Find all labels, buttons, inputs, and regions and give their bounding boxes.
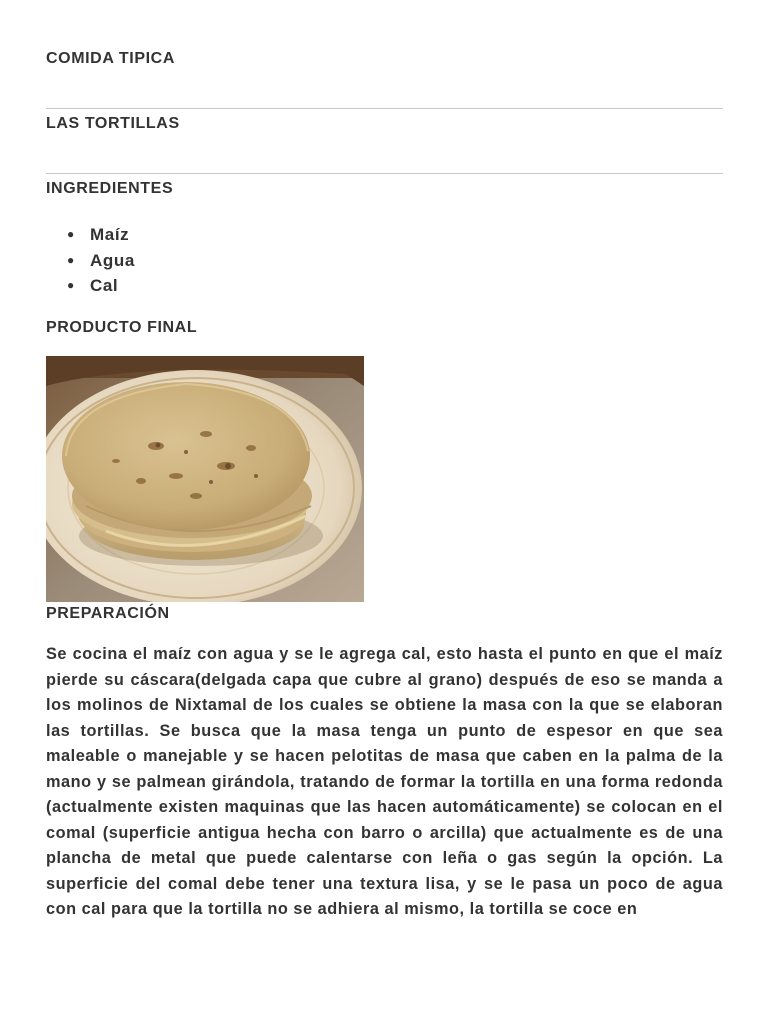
ingredient-label: Maíz: [90, 225, 130, 244]
bullet-icon: ●: [67, 227, 75, 241]
divider-line: [46, 173, 723, 174]
bullet-icon: ●: [67, 278, 75, 292]
bullet-icon: ●: [67, 252, 75, 267]
ingredient-label: Cal: [90, 276, 119, 295]
ingredient-label: Agua: [90, 250, 135, 270]
tortillas-photo: [46, 356, 364, 602]
preparation-paragraph: Se cocina el maíz con agua y se le agrega cal, esto hasta el punto en que el maíz pierde su cáscara(delgada capa que cubre al grano) después de eso se manda a los molinos de Nixtamal de los cuales se obtiene la masa con la que se elaboran las tortillas. Se busca que la masa tenga un punto de espesor en que sea maleable o manejable y se hacen pelotitas de masa que caben en la palma de la mano y se palmean girándola, tratando de formar la tortilla en una forma redonda (actualmente existen maquinas que las hacen automáticamente) se colocan en el comal (superficie antigua hecha con barro o arcilla) que actualmente es de una plancha de metal que puede calentarse con leña o gas según la opción. La superficie del comal debe tener una textura lisa, y se le pasa un poco de agua con cal para que la tortilla no se adhiera al mismo, la tortilla se coce en: [46, 645, 723, 918]
ingredientes-heading: INGREDIENTES: [46, 180, 174, 197]
divider-line: [46, 108, 723, 109]
list-item: [46, 222, 135, 248]
list-item: [46, 248, 135, 274]
comida-tipica-heading: COMIDA TIPICA: [46, 50, 175, 67]
producto-final-heading: PRODUCTO FINAL: [46, 319, 198, 336]
las-tortillas-heading: LAS TORTILLAS: [46, 115, 180, 132]
preparacion-heading: PREPARACIÓN: [46, 605, 170, 622]
list-item: [46, 273, 135, 299]
ingredients-list: [46, 222, 135, 299]
